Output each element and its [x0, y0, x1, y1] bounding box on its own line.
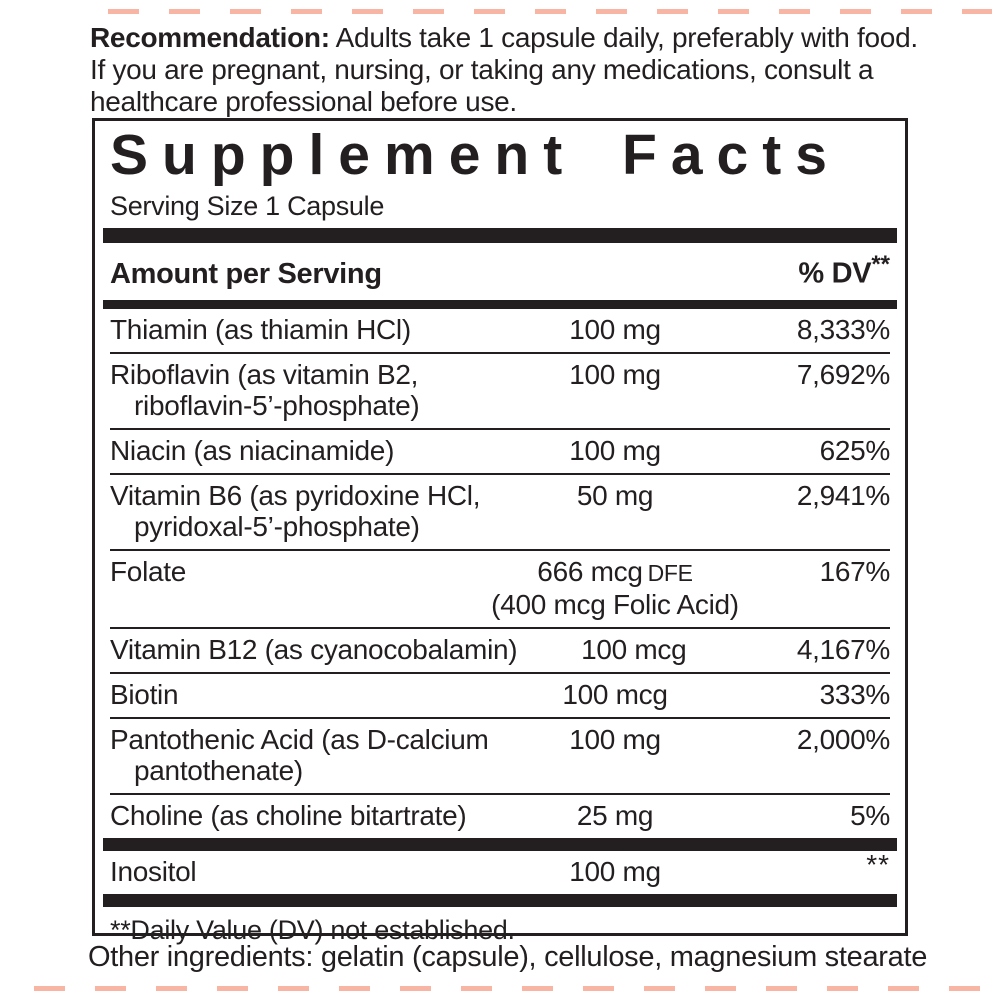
- nutrient-name-line1: Riboflavin (as vitamin B2,: [110, 358, 419, 390]
- divider-bar-thick: [103, 228, 897, 243]
- recommendation-line-1: [90, 22, 930, 54]
- serving-size: Serving Size 1 Capsule: [110, 191, 385, 221]
- nutrient-dv: 333%: [819, 678, 890, 710]
- nutrient-amount: 100 mg: [569, 313, 661, 345]
- bottom-cut-mark-line: [34, 986, 996, 991]
- nutrient-name-line2: riboflavin-5’-phosphate): [134, 389, 420, 421]
- supplement-facts-panel: [92, 118, 908, 945]
- recommendation-paragraph: [90, 22, 930, 118]
- table-row-thiamin: [110, 309, 890, 352]
- nutrient-name: [110, 359, 490, 421]
- percent-dv-header: [798, 251, 890, 291]
- percent-dv-label: % DV: [798, 257, 872, 290]
- nutrient-dv: 167%: [819, 555, 890, 587]
- nutrient-name: [110, 724, 490, 786]
- nutrient-name-line1: Vitamin B6 (as pyridoxine HCl,: [110, 479, 481, 511]
- nutrient-amount-line2: (400 mcg Folic Acid): [491, 588, 739, 620]
- nutrient-name: Thiamin (as thiamin HCl): [110, 313, 411, 345]
- nutrient-dv: 625%: [819, 434, 890, 466]
- divider-bar-medium: [103, 300, 897, 309]
- nutrient-amount: 100 mcg: [562, 678, 668, 710]
- recommendation-lead: Recommendation:: [90, 22, 330, 53]
- nutrient-rows: [110, 309, 890, 838]
- recommendation-line-1-rest: Adults take 1 capsule daily, preferably with food.: [329, 22, 918, 53]
- table-row-folate: [110, 549, 890, 627]
- table-row-vitamin-b12: [110, 627, 890, 672]
- nutrient-name: [110, 480, 490, 542]
- nutrient-amount: 100 mg: [569, 855, 661, 887]
- nutrient-name: Inositol: [110, 855, 197, 887]
- nutrient-dv: 4,167%: [796, 633, 890, 665]
- amount-per-serving-header: Amount per Serving: [110, 257, 382, 290]
- nutrient-name: Folate: [110, 555, 187, 587]
- nutrient-dv: 7,692%: [796, 358, 890, 390]
- top-cut-mark-line: [108, 9, 992, 14]
- nutrient-dv: 8,333%: [796, 313, 890, 345]
- table-row-pantothenic-acid: [110, 717, 890, 793]
- nutrient-name: Vitamin B12 (as cyanocobalamin): [110, 633, 518, 665]
- nutrient-amount-unit-dfe: DFE: [647, 559, 693, 586]
- nutrient-amount: 100 mcg: [581, 633, 687, 665]
- nutrient-name: Biotin: [110, 678, 179, 710]
- nutrient-amount: 100 mg: [569, 434, 661, 466]
- nutrient-name-line1: Pantothenic Acid (as D-calcium: [110, 723, 489, 755]
- other-ingredients-text: Other ingredients: gelatin (capsule), cellulose, magnesium stearate: [88, 941, 928, 973]
- table-header-row: [110, 243, 890, 300]
- nutrient-dv: 5%: [850, 799, 890, 831]
- table-row-vitamin-b6: [110, 473, 890, 549]
- percent-dv-asterisks: **: [871, 251, 890, 278]
- nutrient-dv: 2,000%: [796, 723, 890, 755]
- daily-value-footnote: **Daily Value (DV) not established.: [110, 914, 515, 945]
- table-row-riboflavin: [110, 352, 890, 428]
- nutrient-name-line2: pantothenate): [134, 754, 303, 786]
- recommendation-line-3: healthcare professional before use.: [90, 86, 517, 117]
- nutrient-name: Niacin (as niacinamide): [110, 434, 395, 466]
- panel-title: Supplement Facts: [110, 123, 841, 187]
- nutrient-amount: 50 mg: [576, 479, 654, 511]
- table-row-niacin: [110, 428, 890, 473]
- nutrient-amount: 100 mg: [569, 723, 661, 755]
- divider-bar-below-inositol: [103, 894, 897, 907]
- table-row-biotin: [110, 672, 890, 717]
- table-row-choline: [110, 793, 890, 838]
- nutrient-name-line2: pyridoxal-5’-phosphate): [134, 510, 420, 542]
- nutrient-amount-value: 666 mcg: [537, 555, 643, 587]
- nutrient-name: Choline (as choline bitartrate): [110, 799, 467, 831]
- nutrient-amount: [490, 556, 740, 620]
- nutrient-amount: 25 mg: [576, 799, 654, 831]
- nutrient-dv-asterisks: **: [866, 848, 890, 880]
- recommendation-line-2: If you are pregnant, nursing, or taking any medications, consult a: [90, 54, 874, 85]
- nutrient-amount: 100 mg: [569, 358, 661, 390]
- table-row-inositol: [110, 848, 890, 894]
- nutrient-dv: 2,941%: [796, 479, 890, 511]
